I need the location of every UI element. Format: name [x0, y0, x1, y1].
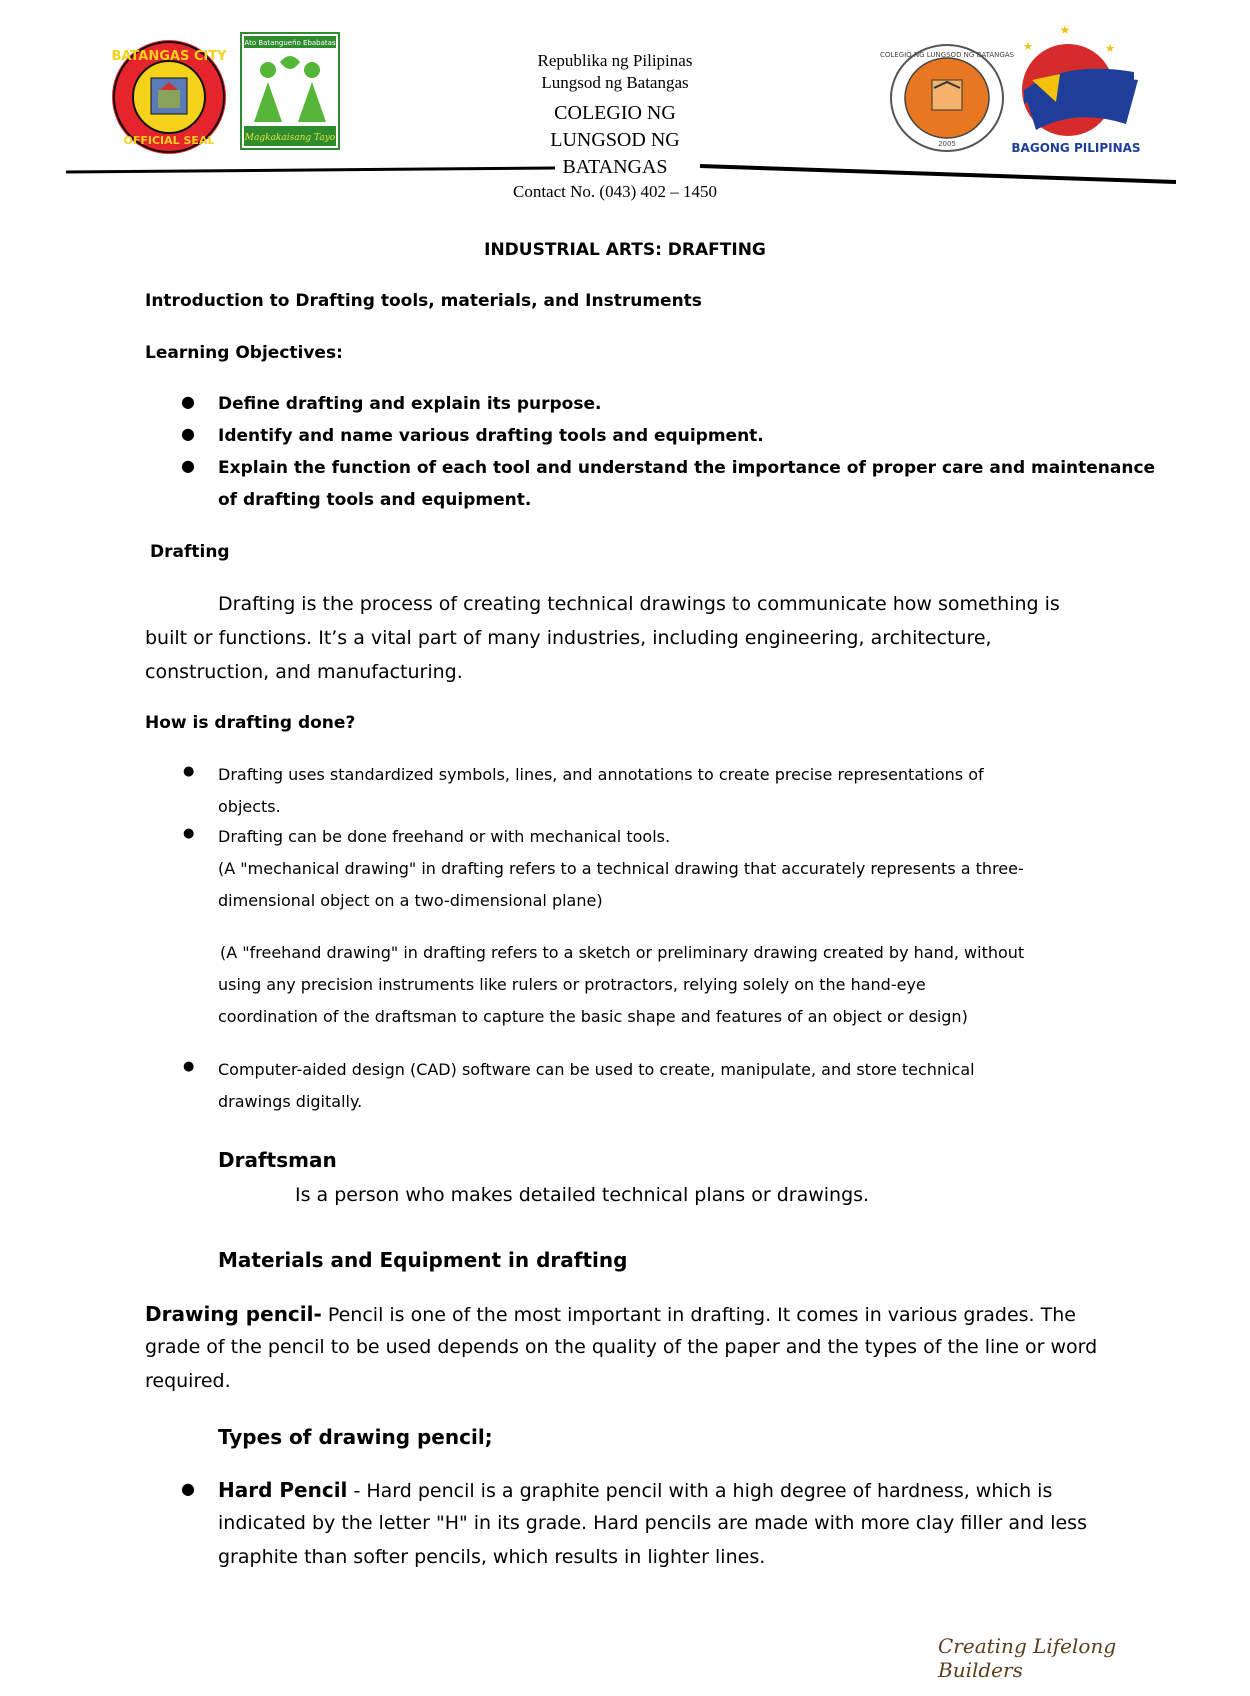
drawing-pencil-text: Pencil is one of the most important in drafting. It comes in various grades. The — [321, 1304, 1076, 1326]
how-bullet-line: (A "mechanical drawing" in drafting refers to a technical drawing that accurately represents a three- — [218, 859, 1024, 878]
drawing-pencil-paragraph-line: required. — [145, 1370, 231, 1392]
footer-motto: Creating Lifelong Builders — [938, 1634, 1117, 1682]
contact-number: Contact No. (043) 402 – 1450 — [513, 182, 717, 201]
drafting-paragraph-line: Drafting is the process of creating technical drawings to communicate how something is — [218, 593, 1060, 615]
drawing-pencil-paragraph-line: grade of the pencil to be used depends on the quality of the paper and the types of the line or word — [145, 1336, 1098, 1358]
svg-text:★: ★ — [1105, 42, 1115, 55]
bullet-icon: ● — [181, 456, 195, 475]
materials-heading: Materials and Equipment in drafting — [218, 1248, 628, 1272]
hard-pencil-line: indicated by the letter "H" in its grade. Hard pencils are made with more clay filler and less — [218, 1512, 1087, 1534]
city-line: Lungsod ng Batangas — [541, 73, 689, 92]
how-bullet-line: objects. — [218, 797, 281, 816]
svg-text:★: ★ — [1023, 40, 1033, 53]
hard-pencil-text: - Hard pencil is a graphite pencil with a high degree of hardness, which is — [347, 1480, 1053, 1502]
objective-item: Identify and name various drafting tools and equipment. — [218, 426, 764, 446]
hard-pencil-term: Hard Pencil — [218, 1478, 348, 1502]
freehand-note-line: using any precision instruments like rulers or protractors, relying solely on the hand-eye — [218, 975, 926, 994]
hard-pencil-line: graphite than softer pencils, which results in lighter lines. — [218, 1546, 766, 1568]
drawing-pencil-paragraph-line — [145, 1302, 1076, 1326]
draftsman-heading: Draftsman — [218, 1148, 337, 1172]
drafting-paragraph-line: construction, and manufacturing. — [145, 661, 463, 683]
drafting-paragraph-line: built or functions. It’s a vital part of many industries, including engineering, architecture, — [145, 627, 992, 649]
college-name-line1: COLEGIO NG — [554, 102, 676, 124]
intro-heading: Introduction to Drafting tools, materials, and Instruments — [145, 291, 702, 311]
svg-text:★: ★ — [1059, 23, 1071, 37]
bullet-icon: ● — [183, 826, 195, 841]
college-name-line3: BATANGAS — [562, 156, 668, 178]
document-title: INDUSTRIAL ARTS: DRAFTING — [484, 240, 766, 260]
drawing-pencil-term: Drawing pencil- — [145, 1302, 322, 1326]
how-bullet-line: drawings digitally. — [218, 1092, 363, 1111]
colegio-seal-year: 2005 — [938, 140, 956, 148]
objectives-heading: Learning Objectives: — [145, 343, 343, 363]
draftsman-definition: Is a person who makes detailed technical plans or drawings. — [295, 1184, 870, 1206]
objective-item-continued: of drafting tools and equipment. — [218, 490, 532, 510]
bullet-icon: ● — [183, 764, 195, 779]
how-bullet-line: Drafting uses standardized symbols, lines, and annotations to create precise representations of — [218, 765, 984, 784]
how-bullet-line: Drafting can be done freehand or with mechanical tools. — [218, 827, 671, 846]
types-heading: Types of drawing pencil; — [218, 1425, 493, 1449]
green-logo-banner: Ato Batangueño Ebabatas — [244, 39, 336, 47]
bagong-pilipinas-text: BAGONG PILIPINAS — [1011, 141, 1141, 155]
college-name-line2: LUNGSOD NG — [550, 129, 680, 151]
seal-top-text: BATANGAS CITY — [111, 49, 227, 64]
seal-bottom-text: OFFICIAL SEAL — [123, 134, 215, 147]
objective-item: Explain the function of each tool and understand the importance of proper care and maintenance — [218, 458, 1156, 478]
bullet-icon: ● — [181, 1479, 195, 1498]
bullet-icon: ● — [181, 424, 195, 443]
freehand-note-line: (A "freehand drawing" in drafting refers to a sketch or preliminary drawing created by hand, without — [220, 943, 1025, 962]
green-logo-caption: Magkakaisang Tayo — [244, 133, 336, 143]
colegio-seal-text: COLEGIO NG LUNGSOD NG BATANGAS — [879, 51, 1015, 59]
how-heading: How is drafting done? — [145, 713, 356, 733]
bullet-icon: ● — [181, 392, 195, 411]
republic-line: Republika ng Pilipinas — [537, 51, 693, 70]
hard-pencil-line — [218, 1478, 1052, 1502]
how-bullet-line: Computer-aided design (CAD) software can be used to create, manipulate, and store technical — [218, 1060, 975, 1079]
freehand-note-line: coordination of the draftsman to capture the basic shape and features of an object or design) — [218, 1007, 968, 1026]
how-bullet-line: dimensional object on a two-dimensional plane) — [218, 891, 603, 910]
objective-item: Define drafting and explain its purpose. — [218, 394, 602, 414]
header-divider — [0, 0, 1200, 200]
bullet-icon: ● — [183, 1059, 195, 1074]
drafting-heading: Drafting — [150, 542, 230, 562]
